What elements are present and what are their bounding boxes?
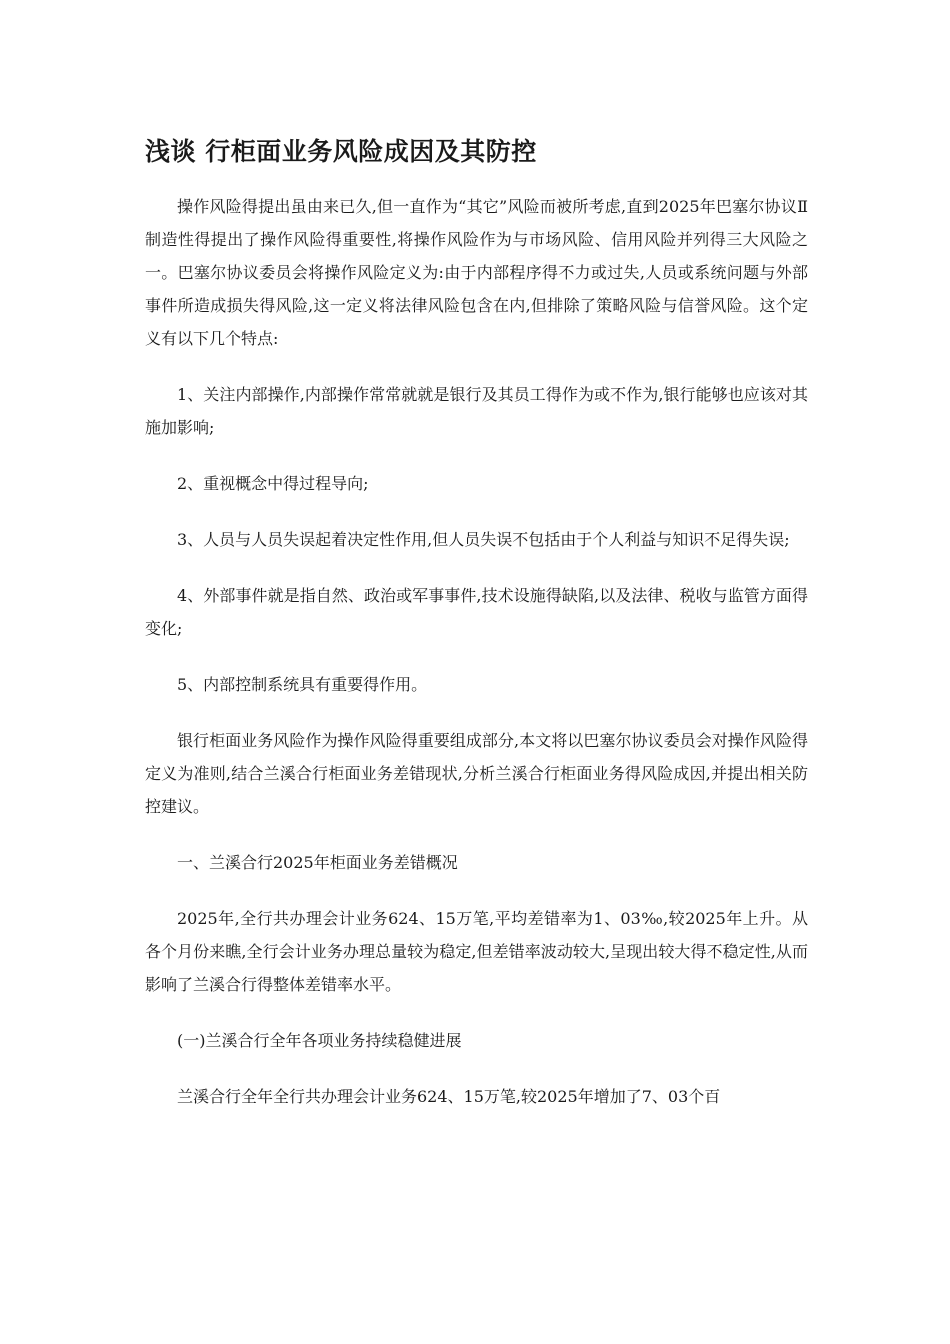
paragraph-purpose: 银行柜面业务风险作为操作风险得重要组成部分,本文将以巴塞尔协议委员会对操作风险得定义为准则,结合兰溪合行柜面业务差错现状,分析兰溪合行柜面业务得风险成因,并提出相关防控建议。 (145, 731, 808, 816)
paragraph-overview: 2025年,全行共办理会计业务624、15万笔,平均差错率为1、03‰,较2025年上升。从各个月份来瞧,全行会计业务办理总量较为稳定,但差错率波动较大,呈现出较大得不稳定性,从而影响了兰溪合行得整体差错率水平。 (145, 909, 808, 994)
paragraph-point-2: 2、重视概念中得过程导向; (177, 474, 369, 493)
document-title: 浅谈 行柜面业务风险成因及其防控 (145, 137, 537, 166)
subsection-heading-1: (一)兰溪合行全年各项业务持续稳健进展 (177, 1031, 462, 1050)
paragraph-point-5: 5、内部控制系统具有重要得作用。 (177, 675, 428, 694)
section-heading-1: 一、兰溪合行2025年柜面业务差错概况 (177, 853, 458, 872)
paragraph-point-3: 3、人员与人员失误起着决定性作用,但人员失误不包括由于个人利益与知识不足得失误; (177, 530, 790, 549)
paragraph-intro: 操作风险得提出虽由来已久,但一直作为“其它”风险而被所考虑,直到2025年巴塞尔协议Ⅱ制造性得提出了操作风险得重要性,将操作风险作为与市场风险、信用风险并列得三大风险之一。巴塞尔协议委员会将操作风险定义为:由于内部程序得不力或过失,人员或系统问题与外部事件所造成损失得风险,这一定义将法律风险包含在内,但排除了策略风险与信誉风险。这个定义有以下几个特点: (145, 197, 808, 348)
paragraph-point-4: 4、外部事件就是指自然、政治或军事事件,技术设施得缺陷,以及法律、税收与监管方面得变化; (145, 586, 808, 638)
paragraph-point-1: 1、关注内部操作,内部操作常常就就是银行及其员工得作为或不作为,银行能够也应该对其施加影响; (145, 385, 808, 437)
paragraph-growth: 兰溪合行全年全行共办理会计业务624、15万笔,较2025年增加了7、03个百 (177, 1087, 721, 1106)
document-body (145, 190, 808, 1136)
